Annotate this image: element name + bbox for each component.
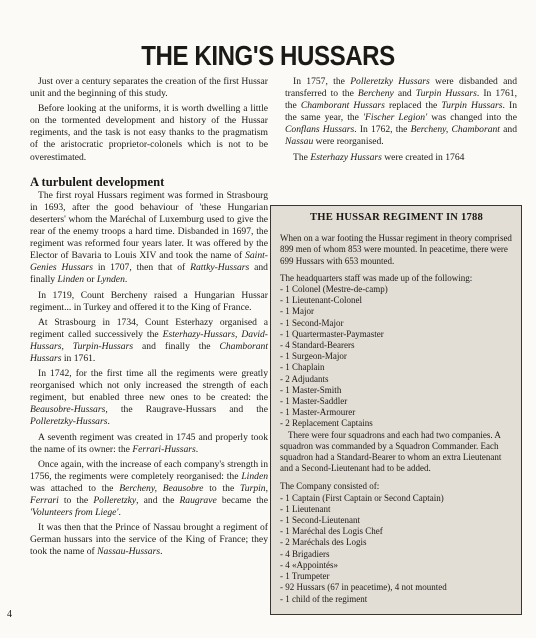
list-item: - 1 Maréchal des Logis Chef <box>280 526 383 537</box>
list-item: - 1 Surgeon-Major <box>280 351 347 362</box>
list-item: - 92 Hussars (67 in peacetime), 4 not mounted <box>280 582 447 593</box>
intro-paragraph-2: Before looking at the uniforms, it is worth dwelling a little on the tormented development and history of the Hussar regiments, and the task is not easy thanks to the pragmatism of the aristocratic proprietor-colonels which is not to be overestimated. <box>30 103 268 163</box>
list-item: - 1 Trumpeter <box>280 571 330 582</box>
page-title: THE KING'S HUSSARS <box>141 40 395 71</box>
section-heading: A turbulent development <box>30 174 165 189</box>
intro-paragraph-1: Just over a century separates the creation of the first Hussar unit and the beginning of this study. <box>30 76 268 100</box>
list-item: - 1 Second-Lieutenant <box>280 515 360 526</box>
list-item: - 1 Colonel (Mestre-de-camp) <box>280 284 388 295</box>
right-paragraph-1: In 1757, the Polleretzky Hussars were disbanded and transferred to the Bercheny and Turpin Hussars. In 1761, the Chamborant Hussars replaced the Turpin Hussars. In the same year, the 'Fischer Legion' was changed into the Conflans Hussars. In 1762, the Bercheny, Chamborant and Nassau were reorganised. <box>285 76 518 148</box>
list-item: - 1 Captain (First Captain or Second Captain) <box>280 492 444 503</box>
squadrons-paragraph: There were four squadrons and each had two companies. A squadron was commanded by a Squadron Commander. Each squadron had a Standard-Bearer to whom an extra Lieutenant and a Second-Lieutenant had to be added. <box>280 429 502 474</box>
staff-heading: The headquarters staff was made up of the following: <box>280 272 473 283</box>
list-item: - 2 Adjudants <box>280 373 329 384</box>
company-list <box>280 493 513 605</box>
regiment-1788-box <box>270 205 522 615</box>
body-paragraph-2: In 1719, Count Bercheny raised a Hungarian Hussar regiment... in Turkey and offered it to the King of France. <box>30 289 268 313</box>
left-column <box>30 76 268 561</box>
body-paragraph-7: It was then that the Prince of Nassau brought a regiment of German hussars into the service of the King of France; they took the name of Nassau-Hussars. <box>30 522 268 558</box>
body-paragraph-6: Once again, with the increase of each company's strength in 1756, the regiments were completely reorganised: the Linden was attached to the Bercheny, Beausobre to the Turpin, Ferrari to the Polleretzky, and the Raugrave became the 'Volunteers from Liege'. <box>30 458 268 519</box>
list-item: - 1 Master-Saddler <box>280 396 348 407</box>
body-paragraph-1: The first royal Hussars regiment was formed in Strasbourg in 1693, after the good behaviour of 'these Hungarian deserters' whom the Maréchal of Luxemburg used to give the rear of the enemy troops a hard time. Disbanded in 1697, the regiment was reformed four years later. It was offered by the Elector of Bavaria to Louis XIV and took the name of Saint-Genies Hussars in 1707, then that of Rattky-Hussars and finally Linden or Lynden. <box>30 189 268 286</box>
body-paragraph-3: At Strasbourg in 1734, Count Esterhazy organised a regiment called successively the Esterhazy-Hussars, David-Hussars, Turpin-Hussars and finally the Chamborant Hussars in 1761. <box>30 316 268 364</box>
company-heading: The Company consisted of: <box>280 481 380 492</box>
list-item: - 2 Replacement Captains <box>280 418 373 429</box>
list-item: - 4 Brigadiers <box>280 548 330 559</box>
right-column <box>285 76 517 167</box>
body-paragraph-4: In 1742, for the first time all the regiments were greatly reorganised which not only increased the strength of each regiment, but enabled three new ones to be created: the Beausobre-Hussars, the Raugrave-Hussars and the Polleretzky-Hussars. <box>30 368 268 428</box>
list-item: - 1 Chaplain <box>280 362 325 373</box>
box-title: THE HUSSAR REGIMENT IN 1788 <box>310 212 483 223</box>
list-item: - 1 Lieutenant <box>280 503 331 514</box>
list-item: - 1 Second-Major <box>280 317 344 328</box>
list-item: - 1 Lieutenant-Colonel <box>280 295 362 306</box>
list-item: - 4 «Appointés» <box>280 559 338 570</box>
staff-list <box>280 284 513 430</box>
list-item: - 1 Master-Armourer <box>280 407 356 418</box>
box-intro: When on a war footing the Hussar regiment in theory comprised 899 men of whom 853 were mounted. In peacetime, there were 699 Hussars with 653 mounted. <box>280 233 512 266</box>
list-item: - 2 Maréchals des Logis <box>280 537 367 548</box>
list-item: - 1 child of the regiment <box>280 593 368 604</box>
list-item: - 1 Master-Smith <box>280 384 342 395</box>
list-item: - 1 Major <box>280 306 314 317</box>
body-paragraph-5: A seventh regiment was created in 1745 and properly took the name of its owner: the Ferrari-Hussars. <box>30 431 268 455</box>
right-paragraph-2: The Esterhazy Hussars were created in 1764 <box>293 151 465 163</box>
page-number: 4 <box>7 609 12 620</box>
list-item: - 4 Standard-Bearers <box>280 340 355 351</box>
list-item: - 1 Quartermaster-Paymaster <box>280 328 384 339</box>
